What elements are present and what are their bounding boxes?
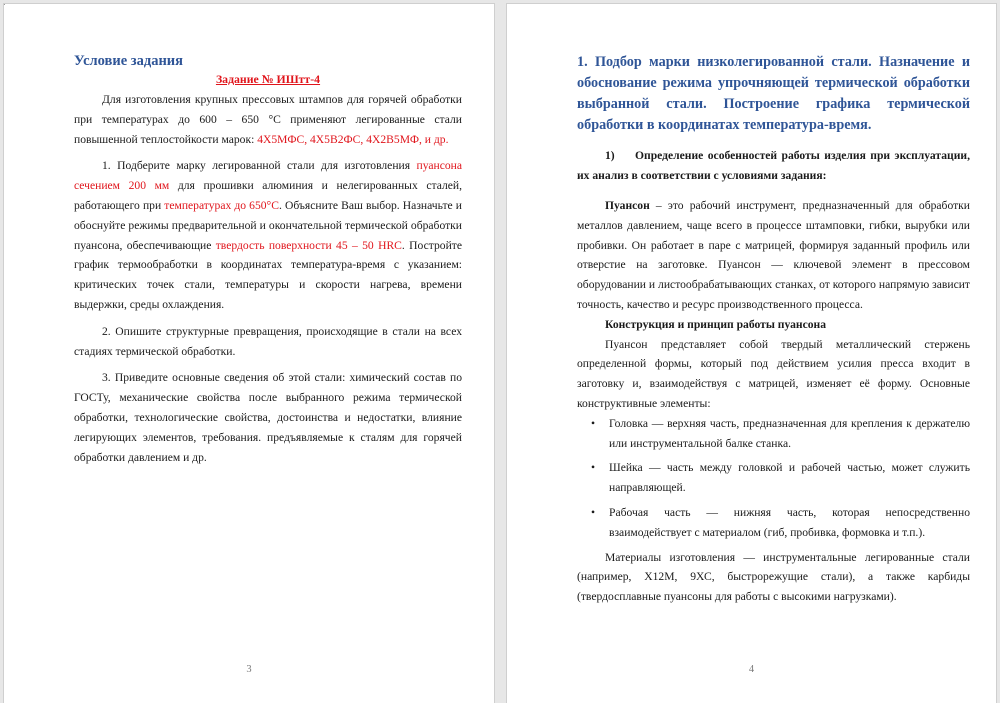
list-item-text: Рабочая часть — нижняя часть, которая непосредственно взаимодействует с материалом (гиб, пробивка, формовка и т.п.).: [609, 505, 970, 539]
item1-text-c: . Объясните Ваш выбор. Назначьте и обоснуйте режимы предварительной и окончательной термической обработки пуансона, обеспечивающие: [74, 198, 462, 252]
list-item: [577, 458, 970, 498]
steel-grades: 4Х5МФС, 4Х5В2ФС, 4Х2В5МФ, и др.: [257, 132, 449, 146]
page-number: 3: [246, 664, 252, 675]
crop-mark: [4, 4, 5, 5]
chapter-heading: 1. Подбор марки низколегированной стали. Назначение и обоснование режима упрочняющей термической обработки выбранной стали. Построение графика термической обработки в координатах температура-время.: [577, 54, 970, 133]
punch-definition-text: – это рабочий инструмент, предназначенный для обработки металлов давлением, чаще всего в процессе штамповки, гибки, вырубки или пробивки. Он работает в паре с матрицей, формируя заданный профиль или отверстие на заготовке. Пуансон — ключевой элемент в прессовом оборудовании и листообрабатывающих станках, от которого напрямую зависит точность, качество и ресурс производственного процесса.: [577, 199, 970, 311]
bullet-icon: •: [591, 505, 596, 519]
page-3-content: [74, 52, 462, 467]
task-title: Задание № ИШтт-4: [215, 72, 321, 86]
temperature-highlight: температурах до 650°С: [164, 198, 279, 212]
bullet-icon: •: [591, 416, 596, 430]
task-item-3: 3. Приведите основные сведения об этой стали: химический состав по ГОСТу, механические свойства после выбранного режима термической обработки, технологические свойства, достоинства и недостатки, влияние легирующих элементов, требования. предъявляемые к сталям для горячей обработки давлением и др.: [74, 371, 462, 464]
task-item-1: [74, 156, 462, 314]
punch-section-highlight: пуансона сечением 200 мм: [74, 159, 462, 193]
bullet-icon: •: [591, 461, 596, 475]
subheading: [577, 146, 970, 186]
intro-text: Для изготовления крупных прессовых штампов для горячей обработки при температурах до 600 – 650 °С применяют легированные стали повышенной теплостойкости марок:: [74, 93, 462, 146]
subheading-number: 1): [605, 149, 615, 162]
item1-text-a: 1. Подберите марку легированной стали для изготовления: [102, 159, 417, 173]
section-heading: Условие задания: [74, 53, 183, 69]
punch-definition: [577, 196, 970, 315]
subheading-text: Определение особенностей работы изделия при эксплуатации, их анализ в соответствии с условиями задания:: [577, 149, 970, 182]
document-page-4: [507, 4, 996, 703]
hardness-highlight: твердость поверхности 45 – 50 HRC: [215, 238, 402, 252]
list-item-text: Шейка — часть между головкой и рабочей частью, может служить направляющей.: [609, 461, 970, 495]
materials-paragraph: Материалы изготовления — инструментальные легированные стали (например, Х12М, 9ХС, быстрорежущие стали), а также карбиды (твердосплавные пуансоны для работы с высокими нагрузками).: [577, 550, 970, 604]
document-page-3: [4, 4, 494, 703]
list-item: [577, 503, 970, 543]
construction-paragraph: Пуансон представляет собой твердый металлический стержень определенной формы, который под действием усилия пресса входит в заготовку и, взаимодействуя с матрицей, изменяет её форму. Основные конструктивные элементы:: [577, 337, 970, 410]
page-4-content: [577, 52, 970, 607]
intro-paragraph: [74, 90, 462, 149]
item1-text-b: для прошивки алюминия и нелегированных сталей, работающего при: [74, 179, 462, 212]
punch-term: Пуансон: [605, 199, 650, 212]
task-item-2: 2. Опишите структурные превращения, происходящие в стали на всех стадиях термической обработки.: [74, 324, 462, 358]
construction-elements-list: [577, 414, 970, 543]
page-number: 4: [748, 664, 755, 675]
item1-text-d: . Постройте график термообработки в координатах температура-время с указанием: критических точек стали, температуры и скорости нагрева, времени выдержки, среды охлаждения.: [74, 238, 462, 311]
construction-heading: Конструкция и принцип работы пуансона: [605, 317, 826, 331]
list-item: [577, 414, 970, 454]
list-item-text: Головка — верхняя часть, предназначенная для крепления к держателю или инструментальной балке станка.: [609, 416, 970, 450]
